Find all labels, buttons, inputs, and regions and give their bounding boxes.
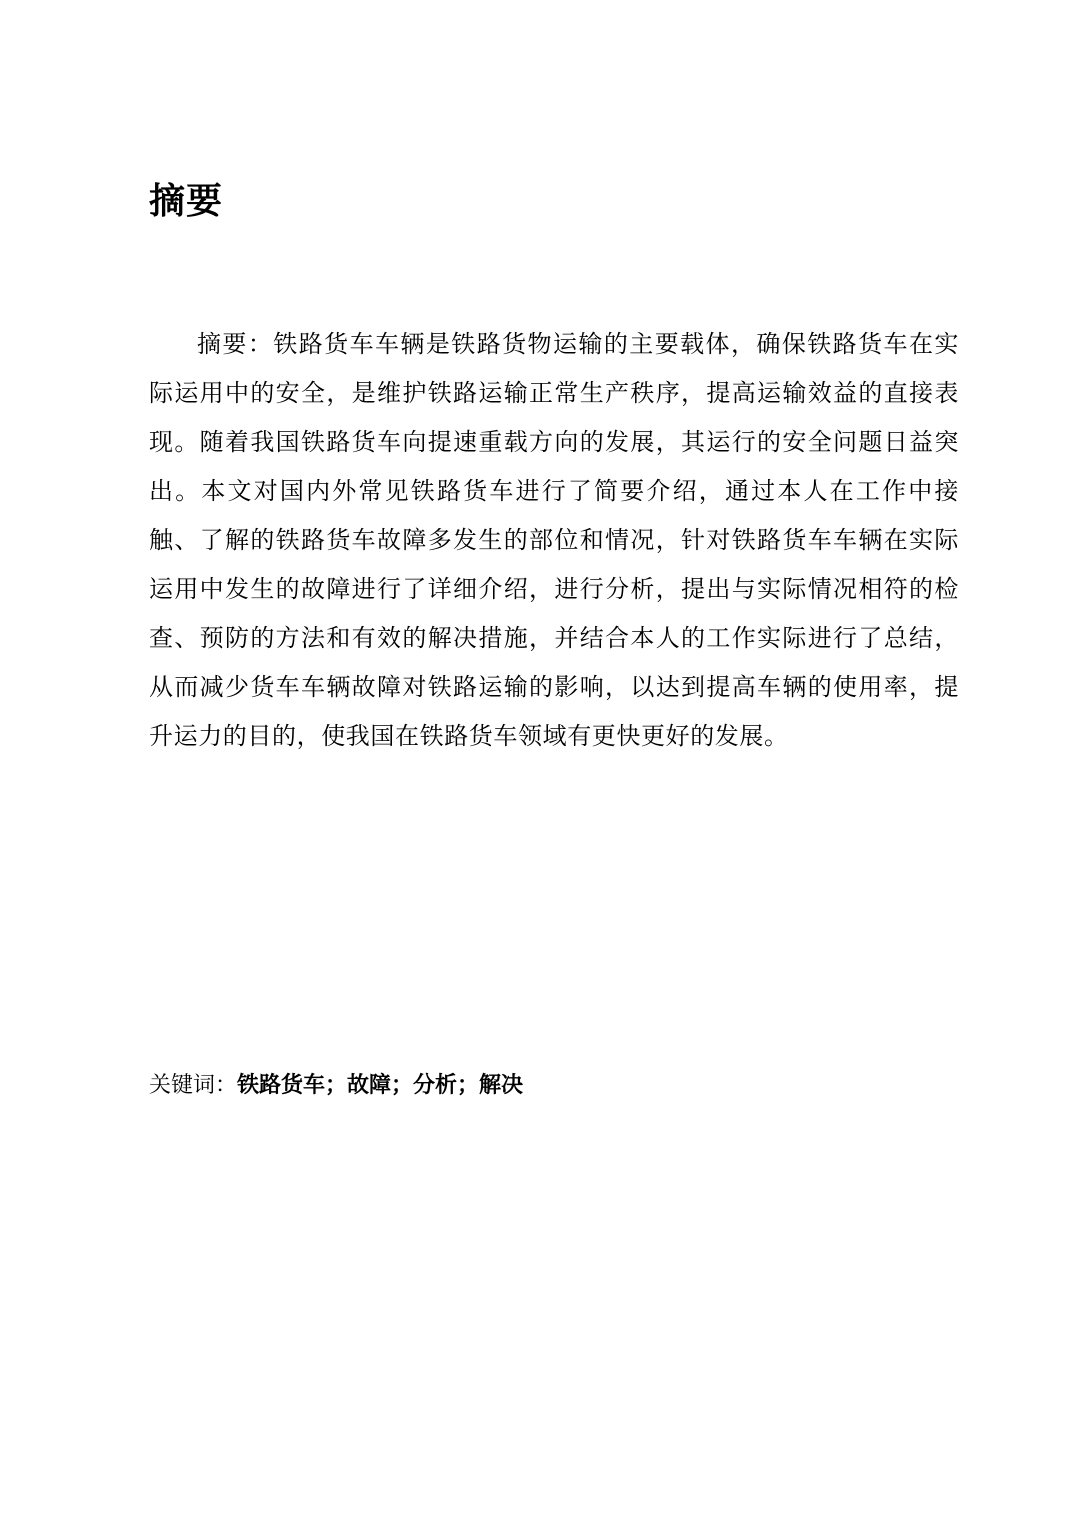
keywords-label: 关键词： [149,1073,238,1098]
keywords-values: 铁路货车；故障；分析；解决 [237,1073,524,1098]
abstract-paragraph: 摘要：铁路货车车辆是铁路货物运输的主要载体，确保铁路货车在实际运用中的安全，是维护铁路运输正常生产秩序，提高运输效益的直接表现。随着我国铁路货车向提速重载方向的发展，其运行的安全问题日益突出。本文对国内外常见铁路货车进行了简要介绍，通过本人在工作中接触、了解的铁路货车故障多发生的部位和情况，针对铁路货车车辆在实际运用中发生的故障进行了详细介绍，进行分析，提出与实际情况相符的检查、预防的方法和有效的解决措施，并结合本人的工作实际进行了总结，从而减少货车车辆故障对铁路运输的影响，以达到提高车辆的使用率，提升运力的目的，使我国在铁路货车领域有更快更好的发展。 [149,330,959,750]
keywords-line [149,1066,523,1106]
page-title: 摘要 [149,181,224,222]
